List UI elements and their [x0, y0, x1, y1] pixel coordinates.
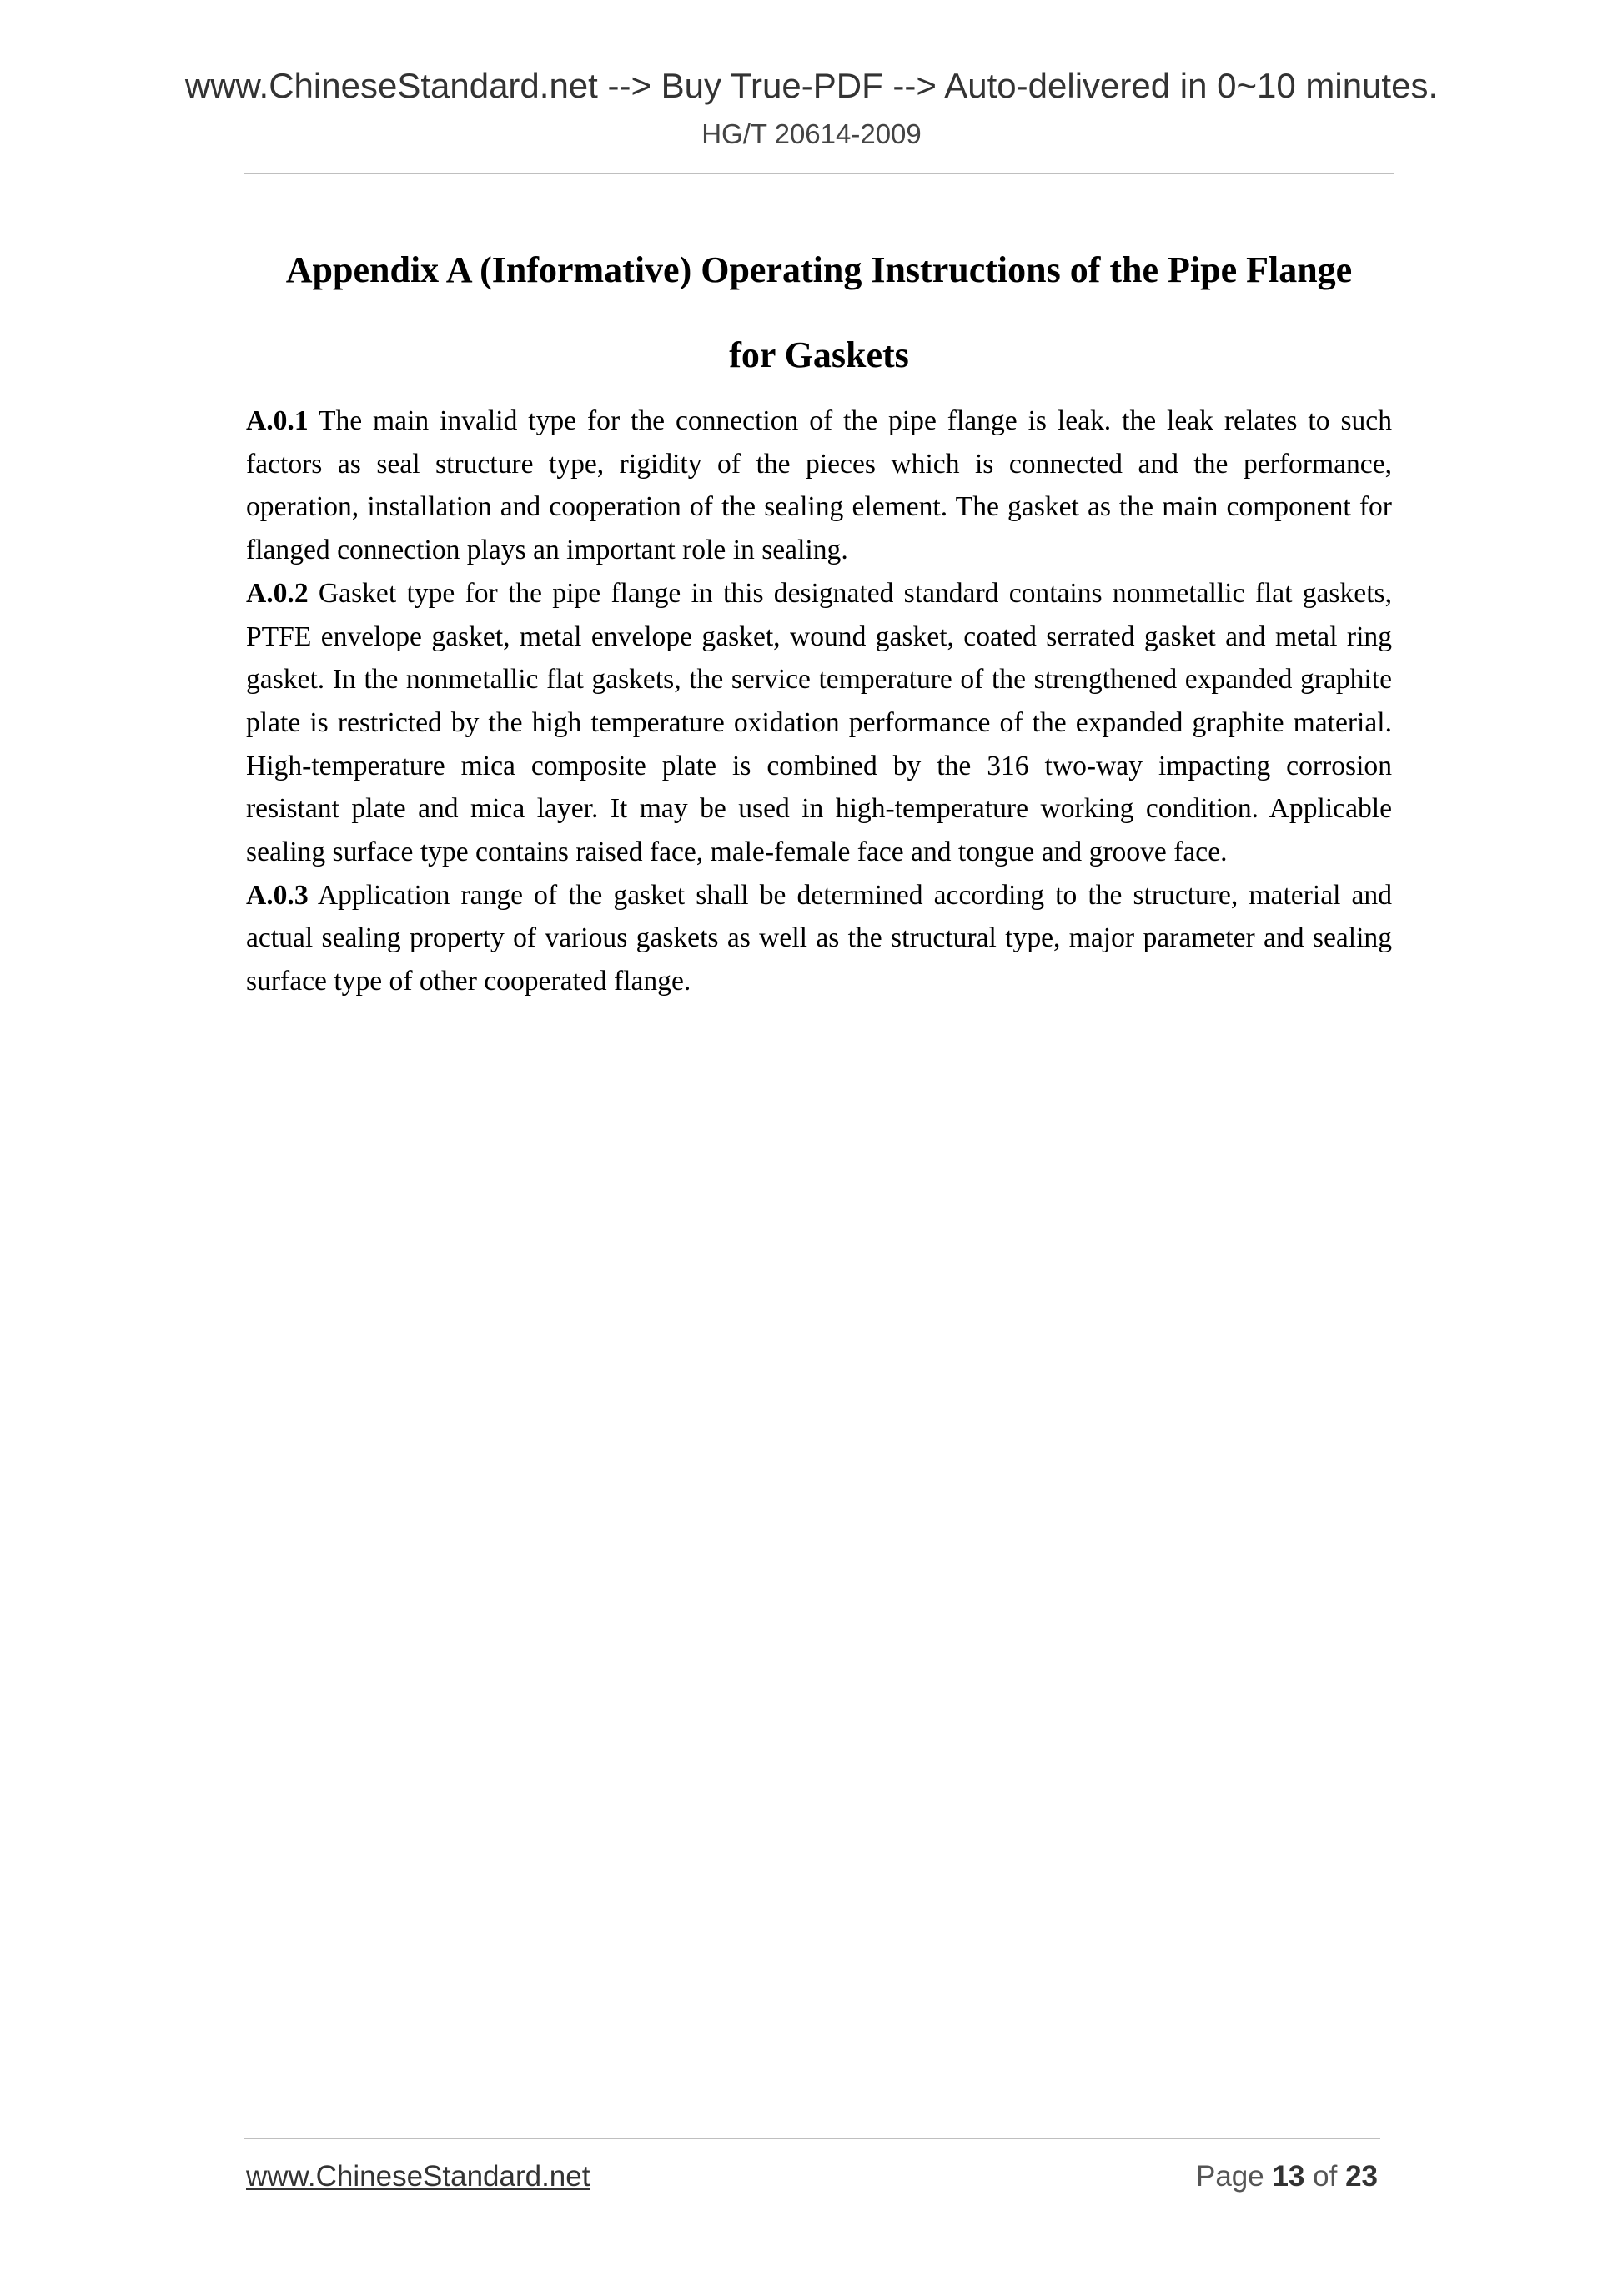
footer-site-link[interactable]: www.ChineseStandard.net: [246, 2160, 590, 2193]
page-indicator: [1196, 2159, 1378, 2194]
appendix-title-line-1: Appendix A (Informative) Operating Instructions of the Pipe Flange: [285, 249, 1353, 290]
clause-a02: [246, 572, 1392, 874]
clause-text: Gasket type for the pipe flange in this designated standard contains nonmetallic flat gaskets, PTFE envelope gasket, metal envelope gasket, wound gasket, coated serrated gasket and metal ring gasket. In the nonmetallic flat gaskets, the service temperature of the strengthened expanded graphite plate is restricted by the high temperature oxidation performance of the expanded graphite material. High-temperature mica composite plate is combined by the 316 two-way impacting corrosion resistant plate and mica layer. It may be used in high-temperature working condition. Applicable sealing surface type contains raised face, male-female face and tongue and groove face.: [246, 577, 1392, 868]
page-total: 23: [1345, 2160, 1378, 2193]
clause-a03: [246, 874, 1392, 1003]
footer-divider: [244, 2138, 1380, 2139]
clause-text: The main invalid type for the connection of the pipe flange is leak. the leak relates to such factors as seal structure type, rigidity of the pieces which is connected and the performance, operation, installation and cooperation of the sealing element. The gasket as the main component for flanged connection plays an important role in sealing.: [246, 405, 1392, 566]
appendix-title-line-2: for Gaskets: [729, 334, 909, 375]
clause-number: A.0.3: [246, 879, 309, 911]
clause-number: A.0.1: [246, 405, 309, 436]
clause-text: Application range of the gasket shall be determined according to the structure, material and actual sealing property of various gaskets as well as the structural type, major parameter and sealing surface type of other cooperated flange.: [246, 879, 1392, 997]
page-of: of: [1313, 2160, 1338, 2193]
header-divider: [244, 173, 1394, 174]
appendix-body: [246, 399, 1392, 1003]
clause-number: A.0.2: [246, 577, 309, 609]
page-current: 13: [1272, 2160, 1305, 2193]
standard-code: HG/T 20614-2009: [701, 118, 922, 149]
page-label: Page: [1195, 2160, 1264, 2193]
clause-a01: [246, 399, 1392, 572]
header-banner: www.ChineseStandard.net --> Buy True-PDF --> Auto-delivered in 0~10 minutes.: [184, 66, 1439, 105]
